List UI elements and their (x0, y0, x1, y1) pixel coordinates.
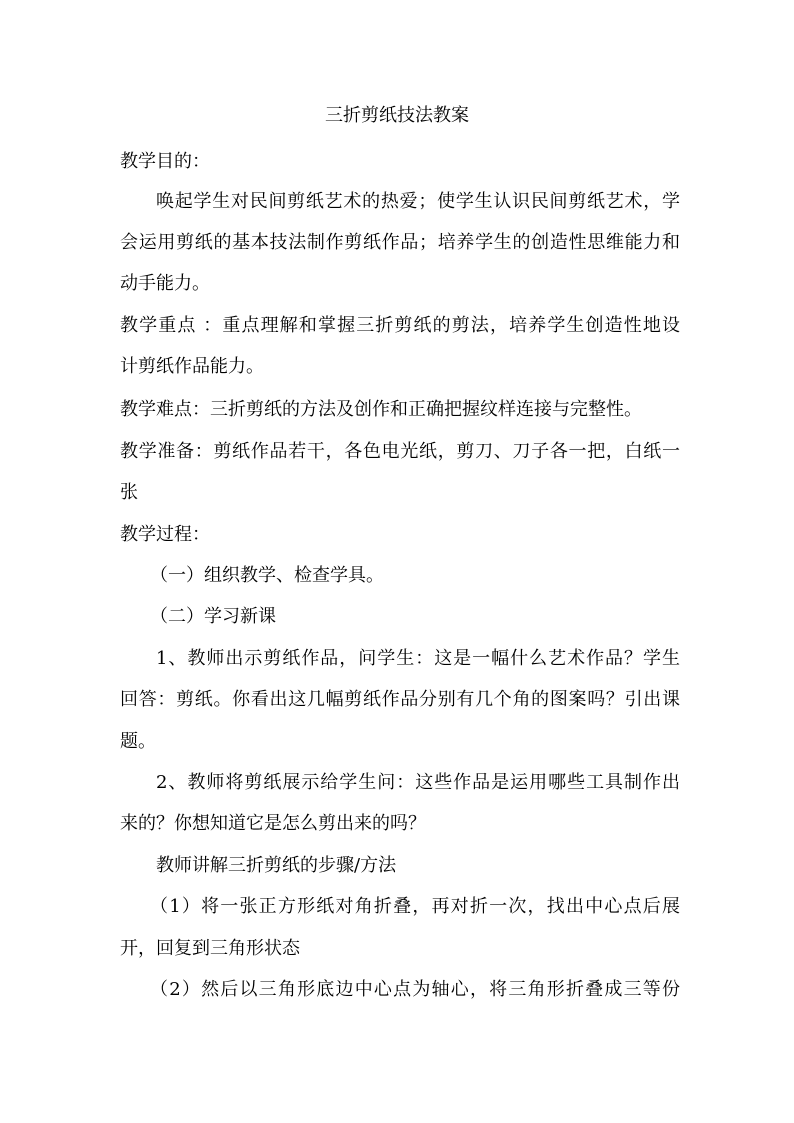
paragraph-line: 教师讲解三折剪纸的步骤/方法 (156, 855, 397, 876)
paragraph-line: 教学难点：三折剪纸的方法及创作和正确把握纹样连接与完整性。 (120, 399, 642, 420)
document-title: 三折剪纸技法教案 (325, 105, 469, 126)
paragraph-line: 动手能力。 (120, 273, 210, 294)
paragraph-line: 计剪纸作品能力。 (120, 356, 264, 377)
paragraph-line: 题。 (120, 731, 156, 752)
paragraph-line: （2）然后以三角形底边中心点为轴心，将三角形折叠成三等份 (150, 979, 680, 1000)
paragraph-line: 开，回复到三角形状态 (120, 938, 300, 959)
paragraph-line: 教学准备：剪纸作品若干，各色电光纸，剪刀、刀子各一把，白纸一 (120, 441, 680, 462)
paragraph-line: 教学重点 ：重点理解和掌握三折剪纸的剪法，培养学生创造性地设 (120, 315, 680, 336)
paragraph-line: 张 (120, 482, 138, 503)
paragraph-line: 唤起学生对民间剪纸艺术的热爱；使学生认识民间剪纸艺术，学 (156, 191, 680, 212)
paragraph-line: 教学目的： (120, 151, 210, 172)
paragraph-line: （二）学习新课 (150, 606, 276, 627)
paragraph-line: 回答：剪纸。你看出这几幅剪纸作品分别有几个角的图案吗？引出课 (120, 689, 680, 710)
paragraph-line: （一）组织教学、检查学具。 (150, 565, 384, 586)
paragraph-line: 来的？你想知道它是怎么剪出来的吗？ (120, 813, 426, 834)
paragraph-line: 2、教师将剪纸展示给学生问：这些作品是运用哪些工具制作出 (156, 772, 680, 793)
paragraph-line: （1）将一张正方形纸对角折叠，再对折一次，找出中心点后展 (150, 896, 680, 917)
paragraph-line: 1、教师出示剪纸作品，问学生：这是一幅什么艺术作品？学生 (156, 648, 680, 669)
paragraph-line: 教学过程： (120, 524, 210, 545)
paragraph-line: 会运用剪纸的基本技法制作剪纸作品；培养学生的创造性思维能力和 (120, 232, 680, 253)
